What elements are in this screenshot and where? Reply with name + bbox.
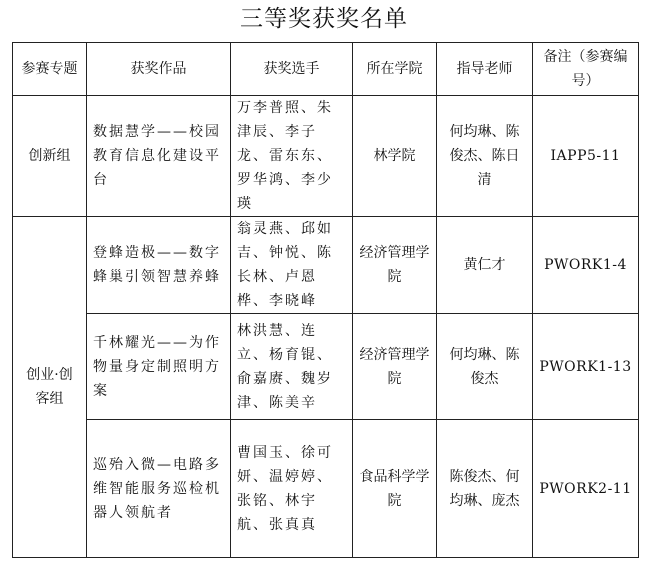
winners-cell: 万李普照、朱津辰、李子龙、雷东东、罗华鸿、李少瑛 [231,96,353,217]
winners-cell: 曹国玉、徐可妍、温婷婷、张铭、林宇航、张真真 [231,420,353,558]
remark-cell: IAPP5-11 [533,96,639,217]
work-cell: 巡殆入微—电路多维智能服务巡检机器人领航者 [87,420,231,558]
remark-cell: PWORK1-13 [533,314,639,420]
college-cell: 林学院 [353,96,437,217]
document-title: 三等奖获奖名单 [240,6,408,32]
winners-cell: 林洪慧、连立、杨育锟、俞嘉赓、魏岁津、陈美辛 [231,314,353,420]
header-college: 所在学院 [353,43,437,96]
advisors-cell: 黄仁才 [437,217,533,314]
table-row [13,217,639,314]
header-winners: 获奖选手 [231,43,353,96]
header-advisors: 指导老师 [437,43,533,96]
advisors-cell: 何均琳、陈俊杰 [437,314,533,420]
work-cell: 千林耀光——为作物量身定制照明方案 [87,314,231,420]
table-row [13,420,639,558]
winners-cell: 翁灵燕、邱如吉、钟悦、陈长林、卢恩桦、李晓峰 [231,217,353,314]
table-row [13,96,639,217]
header-category: 参赛专题 [13,43,87,96]
advisors-cell: 陈俊杰、何均琳、庞杰 [437,420,533,558]
category-cell: 创业·创客组 [13,217,87,558]
header-remark: 备注（参赛编号） [533,43,639,96]
work-cell: 数据慧学——校园教育信息化建设平台 [87,96,231,217]
table-row [13,314,639,420]
college-cell: 经济管理学院 [353,217,437,314]
table-header-row [13,43,639,96]
remark-cell: PWORK1-4 [533,217,639,314]
college-cell: 经济管理学院 [353,314,437,420]
header-work: 获奖作品 [87,43,231,96]
remark-cell: PWORK2-11 [533,420,639,558]
advisors-cell: 何均琳、陈俊杰、陈日清 [437,96,533,217]
category-cell: 创新组 [13,96,87,217]
award-table [12,42,639,558]
work-cell: 登蜂造极——数字蜂巢引领智慧养蜂 [87,217,231,314]
college-cell: 食品科学学院 [353,420,437,558]
